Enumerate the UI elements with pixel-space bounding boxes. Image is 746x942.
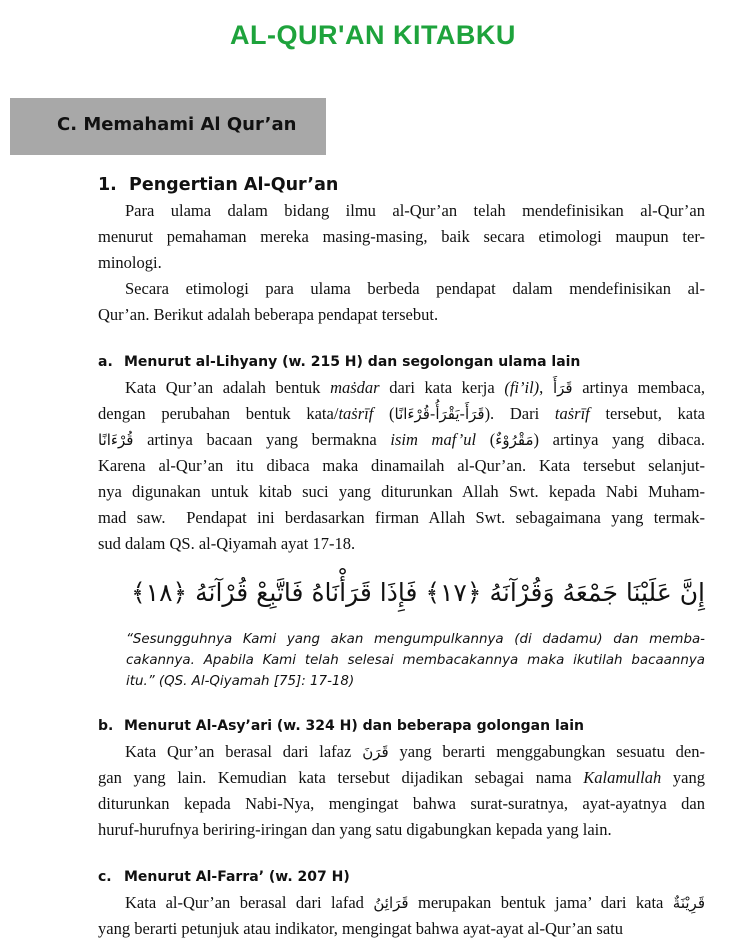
translation-line: “Sesungguhnya Kami yang akan mengumpulkannya (di dadamu) dan memba-	[126, 632, 705, 647]
intro-paragraph	[98, 198, 705, 276]
text-line	[98, 401, 705, 427]
text-line	[98, 224, 705, 250]
text-line	[98, 817, 705, 843]
definition-title: Menurut al-Lihyany (w. 215 H) dan segolongan ulama lain	[124, 354, 581, 370]
arabic-word: قَرَأَ	[552, 379, 573, 397]
definitions	[98, 349, 705, 942]
text-segment: ). Dari	[484, 404, 555, 423]
text-segment: artinya bacaan yang bermakna	[133, 430, 391, 449]
text-line	[98, 479, 705, 505]
text-segment: mad saw. Pendapat ini berdasarkan firman Allah Swt. sebagaimana yang termak-	[98, 508, 705, 527]
text-line	[98, 505, 705, 531]
page-title: AL-QUR'AN KITABKU	[230, 20, 516, 50]
definition-label: a.	[98, 354, 113, 370]
text-segment: dengan perubahan bentuk kata/	[98, 404, 339, 423]
text-segment: tersebut, kata	[589, 404, 705, 423]
text-segment: taṡrīf	[338, 404, 374, 423]
text-segment: ) artinya yang dibaca.	[533, 430, 705, 449]
text-segment: merupakan bentuk jama’ dari kata	[408, 893, 673, 912]
definition-heading	[98, 713, 705, 739]
text-segment: nya digunakan untuk kitab suci yang diturunkan Allah Swt. kepada Nabi Muham-	[98, 482, 705, 501]
definition-label: b.	[98, 718, 114, 734]
text-line	[98, 276, 705, 302]
text-segment: Karena al-Qur’an itu dibaca maka dinamailah al-Qur’an. Kata tersebut selanjut-	[98, 456, 705, 475]
text-segment: dari kata kerja	[379, 378, 505, 397]
translation-line: itu.” (QS. Al-Qiyamah [75]: 17-18)	[126, 674, 355, 689]
intro-paragraph-2	[98, 276, 705, 328]
text-segment: (	[373, 404, 395, 423]
text-segment: Secara etimologi para ulama berbeda pendapat dalam mendefinisikan al-	[125, 279, 705, 298]
definition-title: Menurut Al-Farra’ (w. 207 H)	[124, 869, 350, 885]
definition-paragraph	[98, 890, 705, 942]
text-line	[98, 250, 705, 276]
subsection-heading	[98, 172, 705, 198]
subsection-title: Pengertian Al-Qur’an	[129, 175, 339, 195]
quran-verse-arabic: إِنَّ عَلَيْنَا جَمْعَهُ وَقُرْآنَهُ ﴿١٧﴾ فَإِذَا قَرَأْنَاهُ فَاتَّبِعْ قُرْآنَهُ ﴿١٨﴾	[131, 578, 705, 607]
section-header	[10, 98, 326, 155]
text-line	[98, 791, 705, 817]
arabic-word: مَقْرُوْءٌ	[495, 431, 534, 449]
definition-heading	[98, 864, 705, 890]
text-line	[98, 890, 705, 916]
text-line	[98, 375, 705, 401]
text-line	[98, 302, 705, 328]
text-segment: gan yang lain. Kemudian kata tersebut dijadikan sebagai nama	[98, 768, 584, 787]
arabic-word: قُرْءَانًا	[98, 431, 134, 449]
text-line	[98, 916, 705, 942]
text-segment: Qur’an. Berikut adalah beberapa pendapat tersebut.	[98, 305, 439, 324]
text-segment: (fi’il)	[504, 378, 540, 397]
text-segment: isim maf’ul	[390, 430, 477, 449]
section-title: C. Memahami Al Qur’an	[57, 114, 297, 135]
text-segment: menurut pemahaman mereka masing-masing, baik secara etimologi maupun ter-	[98, 227, 705, 246]
definition-paragraph	[98, 375, 705, 557]
definition-title: Menurut Al-Asy’ari (w. 324 H) dan beberapa golongan lain	[124, 718, 584, 734]
text-line	[98, 427, 705, 453]
text-line	[98, 765, 705, 791]
text-segment: yang berarti menggabungkan sesuatu den-	[388, 742, 705, 761]
verse-translation	[126, 629, 705, 692]
text-line	[98, 198, 705, 224]
subsection-number: 1.	[98, 175, 117, 195]
arabic-word: قَرِيْنَةٌ	[672, 894, 705, 912]
text-segment: diturunkan kepada Nabi-Nya, mengingat bahwa surat-suratnya, ayat-ayatnya dan	[98, 794, 705, 813]
content	[98, 172, 705, 942]
text-segment: yang	[661, 768, 705, 787]
definition-paragraph	[98, 739, 705, 843]
text-line	[98, 739, 705, 765]
text-line	[98, 453, 705, 479]
text-line	[98, 531, 705, 557]
text-segment: minologi.	[98, 253, 162, 272]
arabic-word: قَرَأَ-يَقْرَأُ-قُرْءَانًا	[394, 405, 485, 423]
text-segment: artinya membaca,	[572, 378, 706, 397]
text-segment: Kata Qur’an berasal dari lafaz	[125, 742, 363, 761]
text-segment: (	[476, 430, 496, 449]
text-segment: huruf-hurufnya beriring-iringan dan yang satu digabungkan kepada yang lain.	[98, 820, 612, 839]
translation-line: cakannya. Apabila Kami telah selesai membacakannya maka ikutilah bacaannya	[126, 653, 705, 668]
text-segment: sud dalam QS. al-Qiyamah ayat 17-18.	[98, 534, 356, 553]
text-segment: Kata al-Qur’an berasal dari lafad	[125, 893, 374, 912]
arabic-word: قَرَنَ	[362, 743, 389, 761]
text-segment: Para ulama dalam bidang ilmu al-Qur’an telah mendefinisikan al-Qur’an	[125, 201, 705, 220]
text-segment: Kalamullah	[583, 768, 662, 787]
text-segment: yang berarti petunjuk atau indikator, mengingat bahwa ayat-ayat al-Qur’an satu	[98, 919, 624, 938]
text-segment: Kata Qur’an adalah bentuk	[125, 378, 331, 397]
text-segment: maṡdar	[330, 378, 380, 397]
arabic-word: قَرَائِنُ	[373, 894, 409, 912]
text-segment: taṡrīf	[554, 404, 590, 423]
definition-label: c.	[98, 869, 112, 885]
text-segment: ,	[539, 378, 553, 397]
definition-heading	[98, 349, 705, 375]
